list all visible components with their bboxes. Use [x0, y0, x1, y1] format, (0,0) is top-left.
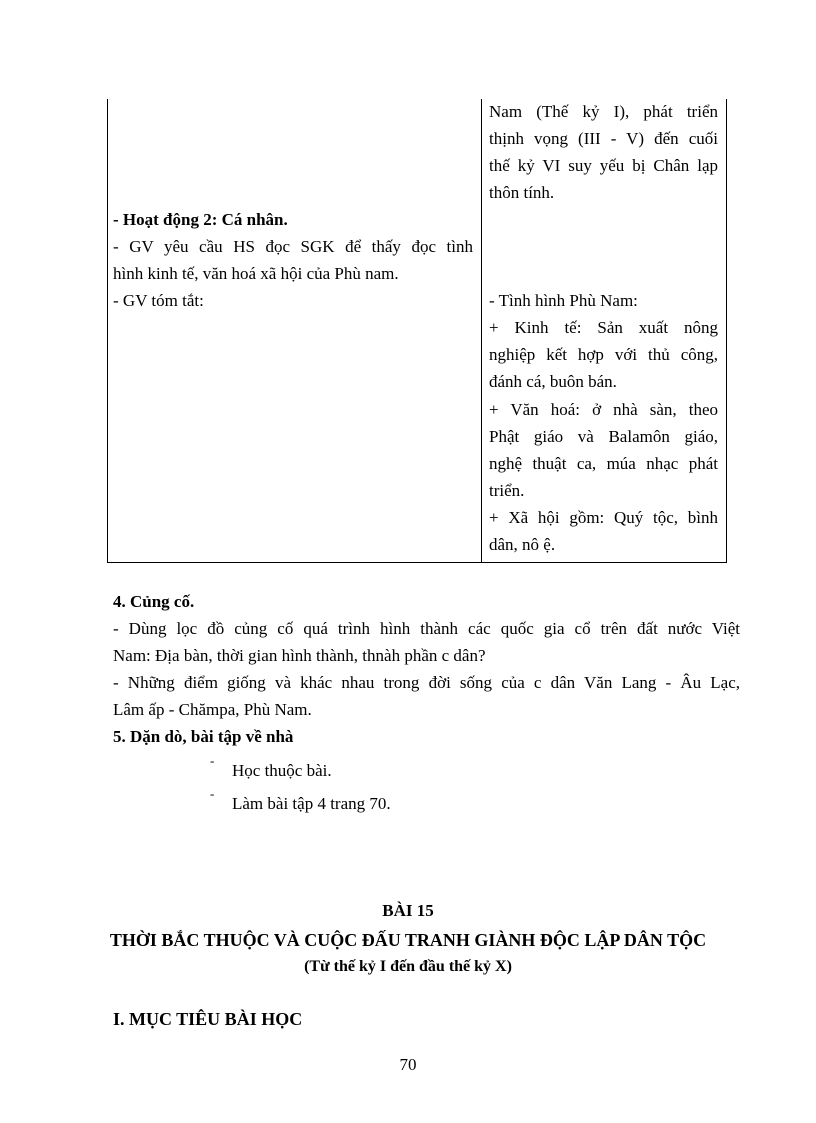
table-left-border [107, 99, 108, 563]
section4-line: Lâm ấp - Chămpa, Phù Nam. [113, 700, 312, 719]
left-col-line: - GV tóm tắt: [113, 291, 204, 310]
right-col-line: + Văn hoá: ở nhà sàn, theo [489, 400, 718, 419]
right-col-line: + Kinh tế: Sản xuất nông [489, 318, 718, 337]
right-col-line: triển. [489, 481, 525, 500]
right-col-line: thôn tính. [489, 183, 555, 202]
section4-line: Nam: Địa bàn, thời gian hình thành, thnàh phần c dân? [113, 646, 486, 665]
table-mid-border [481, 99, 482, 563]
right-col-line: dân, nô ệ. [489, 535, 556, 554]
homework-item: Làm bài tập 4 trang 70. [232, 794, 391, 813]
bullet-dash: - [210, 753, 215, 768]
right-col-line: thịnh vọng (III - V) đến cuối [489, 129, 718, 148]
lesson-number: BÀI 15 [382, 901, 434, 920]
right-col-line: Nam (Thế kỷ I), phát triển [489, 102, 718, 121]
left-col-line: hình kinh tế, văn hoá xã hội của Phù nam. [113, 264, 399, 283]
right-col-line: nghệ thuật ca, múa nhạc phát [489, 454, 718, 473]
right-col-line: nghiệp kết hợp với thủ công, [489, 345, 718, 364]
section4-line: - Những điểm giống và khác nhau trong đời sống của c dân Văn Lang - Âu Lạc, [113, 673, 740, 692]
section5-title: 5. Dặn dò, bài tập về nhà [113, 727, 294, 746]
homework-item: Học thuộc bài. [232, 761, 332, 780]
bullet-dash: - [210, 786, 215, 801]
lesson-title: THỜI BẮC THUỘC VÀ CUỘC ĐẤU TRANH GIÀNH ĐỘC LẬP DÂN TỘC [109, 930, 707, 950]
table-bottom-border [107, 562, 727, 563]
lesson-subtitle: (Từ thế kỷ I đến đầu thế kỷ X) [304, 958, 512, 975]
section4-title: 4. Củng cố. [113, 592, 195, 611]
page-number: 70 [399, 1055, 417, 1074]
right-col-line: thế kỷ VI suy yếu bị Chân lạp [489, 156, 718, 175]
right-col-line: + Xã hội gồm: Quý tộc, bình [489, 508, 718, 527]
table-right-border [726, 99, 727, 563]
right-col-line: đánh cá, buôn bán. [489, 372, 617, 391]
left-col-line: - GV yêu cầu HS đọc SGK để thấy đọc tình [113, 237, 473, 256]
activity-title: - Hoạt động 2: Cá nhân. [113, 210, 288, 229]
right-col-line: - Tình hình Phù Nam: [489, 291, 638, 310]
right-col-line: Phật giáo và Balamôn giáo, [489, 427, 718, 446]
section4-line: - Dùng lọc đồ củng cố quá trình hình thành các quốc gia cổ trên đất nước Việt [113, 619, 740, 638]
objectives-heading: I. MỤC TIÊU BÀI HỌC [113, 1009, 303, 1029]
